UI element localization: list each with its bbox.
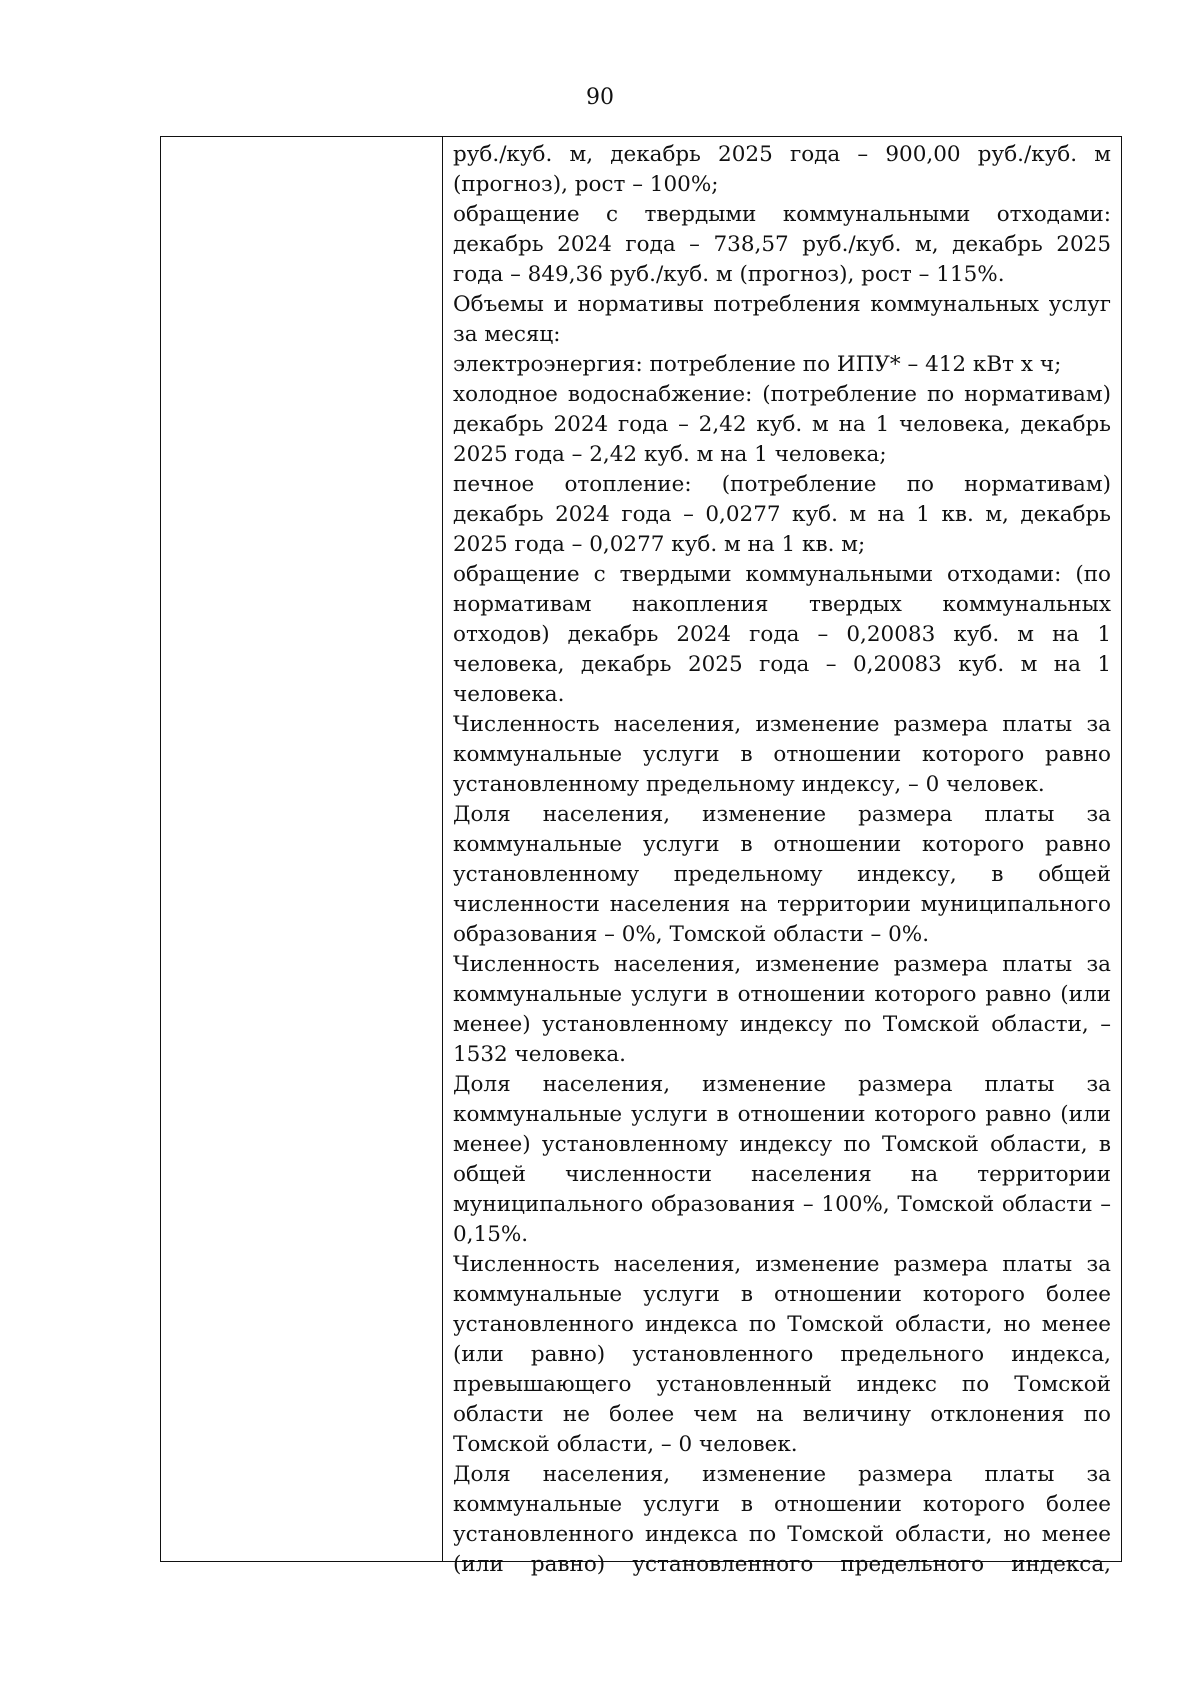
paragraph: Доля населения, изменение размера платы за коммунальные услуги в отношении которого более установленного индекса по Томской области, но менее (или равно) установленного предельного индекса, [453, 1462, 1111, 1577]
paragraph: холодное водоснабжение: (потребление по нормативам) декабрь 2024 года – 2,42 куб. м на 1 человека, декабрь 2025 года – 2,42 куб. м на 1 человека; [453, 382, 1111, 467]
paragraph: обращение с твердыми коммунальными отходами: (по нормативам накопления твердых коммунальных отходов) декабрь 2024 года – 0,20083 куб. м на 1 человека, декабрь 2025 года – 0,20083 куб. м на 1 человека. [453, 562, 1111, 707]
paragraph: Доля населения, изменение размера платы за коммунальные услуги в отношении которого равно (или менее) установленному индексу по Томской области, в общей численности населения на территории муниципального образования – 100%, Томской области – 0,15%. [453, 1072, 1111, 1247]
paragraph: обращение с твердыми коммунальными отходами: декабрь 2024 года – 738,57 руб./куб. м, декабрь 2025 года – 849,36 руб./куб. м (прогноз), рост – 115%. [453, 202, 1111, 287]
table-right-column [443, 137, 1121, 1577]
paragraph: Численность населения, изменение размера платы за коммунальные услуги в отношении которого более установленного индекса по Томской области, но менее (или равно) установленного предельного индекса, превышающего установленный индекс по Томской области не более чем на величину отклонения по Томской области, – 0 человек. [453, 1252, 1111, 1457]
paragraph: Численность населения, изменение размера платы за коммунальные услуги в отношении которого равно (или менее) установленному индексу по Томской области, – 1532 человека. [453, 952, 1111, 1067]
content-table [160, 136, 1122, 1577]
table-left-column [161, 137, 443, 1561]
paragraph: Доля населения, изменение размера платы за коммунальные услуги в отношении которого равно установленному предельному индексу, в общей численности населения на территории муниципального образования – 0%, Томской области – 0%. [453, 802, 1111, 947]
paragraph: печное отопление: (потребление по нормативам) декабрь 2024 года – 0,0277 куб. м на 1 кв. м, декабрь 2025 года – 0,0277 куб. м на 1 кв. м; [453, 472, 1111, 557]
paragraph: Объемы и нормативы потребления коммунальных услуг за месяц: [453, 292, 1111, 347]
paragraph: электроэнергия: потребление по ИПУ* – 412 кВт х ч; [453, 352, 1062, 377]
paragraph: руб./куб. м, декабрь 2025 года – 900,00 руб./куб. м (прогноз), рост – 100%; [453, 142, 1111, 197]
page-number: 90 [586, 85, 614, 110]
paragraph: Численность населения, изменение размера платы за коммунальные услуги в отношении которого равно установленному предельному индексу, – 0 человек. [453, 712, 1111, 797]
